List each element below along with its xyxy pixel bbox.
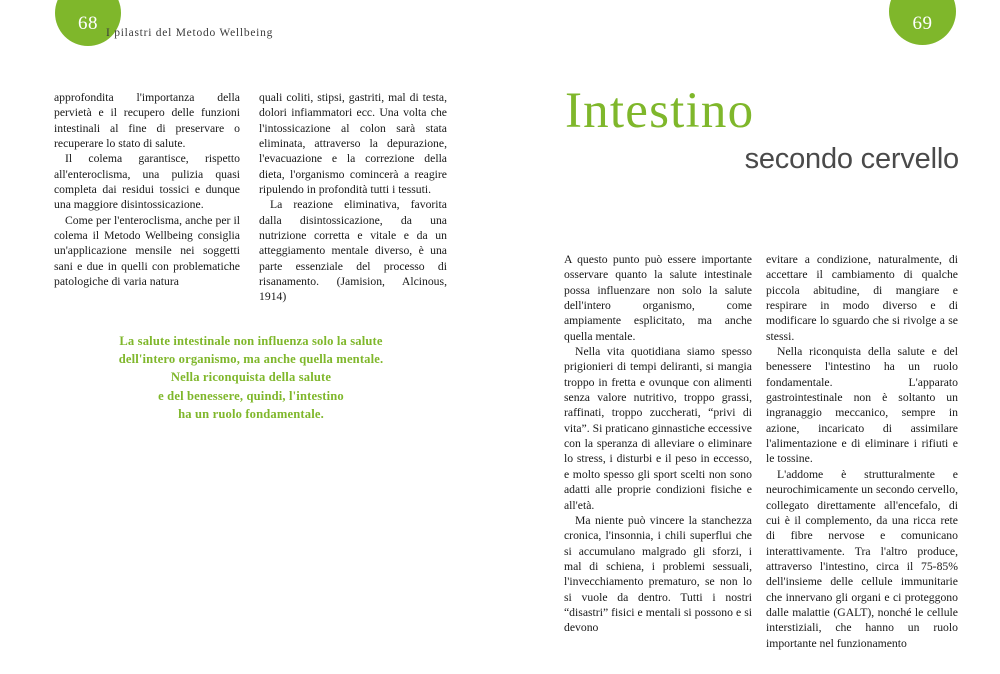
right-page-column-1 bbox=[564, 252, 752, 636]
chapter-subtitle: secondo cervello bbox=[744, 143, 959, 175]
pull-quote bbox=[54, 332, 448, 423]
page-number-right: 69 bbox=[912, 13, 933, 34]
paragraph: Ma niente può vincere la stanchezza cronica, l'insonnia, i chili superflui che si accumulano malgrado gli sforzi, i mal di schiena, i problemi sessuali, l'invecchiamento prematuro, se non lo si vuole da dentro. Tutti i nostri “disastri” fisici e mentali si possono e si devono bbox=[564, 513, 752, 635]
running-head-left: I pilastri del Metodo Wellbeing bbox=[106, 27, 274, 39]
left-page-column-1 bbox=[54, 90, 240, 289]
paragraph: L'addome è strutturalmente e neurochimicamente un secondo cervello, collegato direttamente all'encefalo, di cui è il complemento, da una ricca rete di fibre nervose e comunicano interattivamente. Tra l'altro produce, attraverso l'intestino, circa il 75-85% dell'insieme delle cellule immunitarie che innervano gli organi e ci proteggono dalle malattie (GALT), nonché le cellule interstiziali, che hanno un ruolo importante nel funzionamento bbox=[766, 467, 958, 650]
pull-quote-line: ha un ruolo fondamentale. bbox=[178, 406, 324, 421]
paragraph: Nella vita quotidiana siamo spesso prigionieri di tempi deliranti, si mangia troppo in fretta e ovunque con alimenti senza valore nutritivo, troppo grassi, raffinati, troppo zuccherati, “privi di vita”. Si praticano ginnastiche eccessive con la speranza di alleviare o eliminare lo stress, i disturbi e il peso in eccesso, e molto spesso gli sport scelti non sono adatti alle proprie condizioni fisiche e all'età. bbox=[564, 345, 752, 512]
paragraph: evitare a condizione, naturalmente, di accettare il cambiamento di qualche piccola abitudine, di mangiare e respirare in modo diverso e di modificare lo sguardo che si rivolge a se stessi. bbox=[766, 253, 958, 343]
pull-quote-line: Nella riconquista della salute bbox=[170, 370, 332, 385]
pull-quote-line: e del benessere, quindi, l'intestino bbox=[158, 388, 344, 403]
paragraph: quali coliti, stipsi, gastriti, mal di testa, dolori infiammatori ecc. Una volta che l'intossicazione al colon sarà stata eliminata, attraverso la depurazione, l'evacuazione e la correzione della dieta, l'organismo comincerà a reagire ripulendo in profondità tutti i tessuti. bbox=[259, 91, 447, 197]
right-page-column-2 bbox=[766, 252, 958, 651]
page-number-left: 68 bbox=[78, 13, 98, 34]
page-number-badge-right bbox=[889, 0, 956, 45]
chapter-title: Intestino bbox=[565, 83, 755, 139]
left-page-column-2 bbox=[259, 90, 447, 305]
pull-quote-line: dell'intero organismo, ma anche quella mentale. bbox=[118, 352, 384, 367]
paragraph: Nella riconquista della salute e del benessere l'intestino ha un ruolo fondamentale. L'apparato gastrointestinale non è soltanto un ingranaggio meccanico, sempre in azione, incaricato di assimilare l'alimentazione e di eliminare i rifiuti e le tossine. bbox=[766, 345, 958, 466]
paragraph: A questo punto può essere importante osservare quanto la salute intestinale possa influenzare non solo la salute dell'intero organismo, come ampiamente esplicitato, ma anche quella mentale. bbox=[564, 253, 752, 343]
pull-quote-line: La salute intestinale non influenza solo la salute bbox=[119, 334, 383, 348]
page-number-badge-left bbox=[55, 0, 121, 46]
paragraph: La reazione eliminativa, favorita dalla disintossicazione, da una nutrizione corretta e vitale e da un atteggiamento mentale diverso, è una parte essenziale del processo di risanamento. (Jamision, Alcinous, 1914) bbox=[259, 198, 447, 304]
paragraph: Come per l'enteroclisma, anche per il colema il Metodo Wellbeing consiglia un'applicazione mensile nei soggetti sani e due in quelli con problematiche patologiche di varia natura bbox=[54, 213, 240, 289]
paragraph: approfondita l'importanza della pervietà e il recupero delle funzioni intestinali al fine di preservare o recuperare lo stato di salute. bbox=[54, 91, 240, 151]
paragraph: Il colema garantisce, rispetto all'enteroclisma, una pulizia quasi completa dai residui tossici e dunque una maggiore disintossicazione. bbox=[54, 152, 240, 212]
